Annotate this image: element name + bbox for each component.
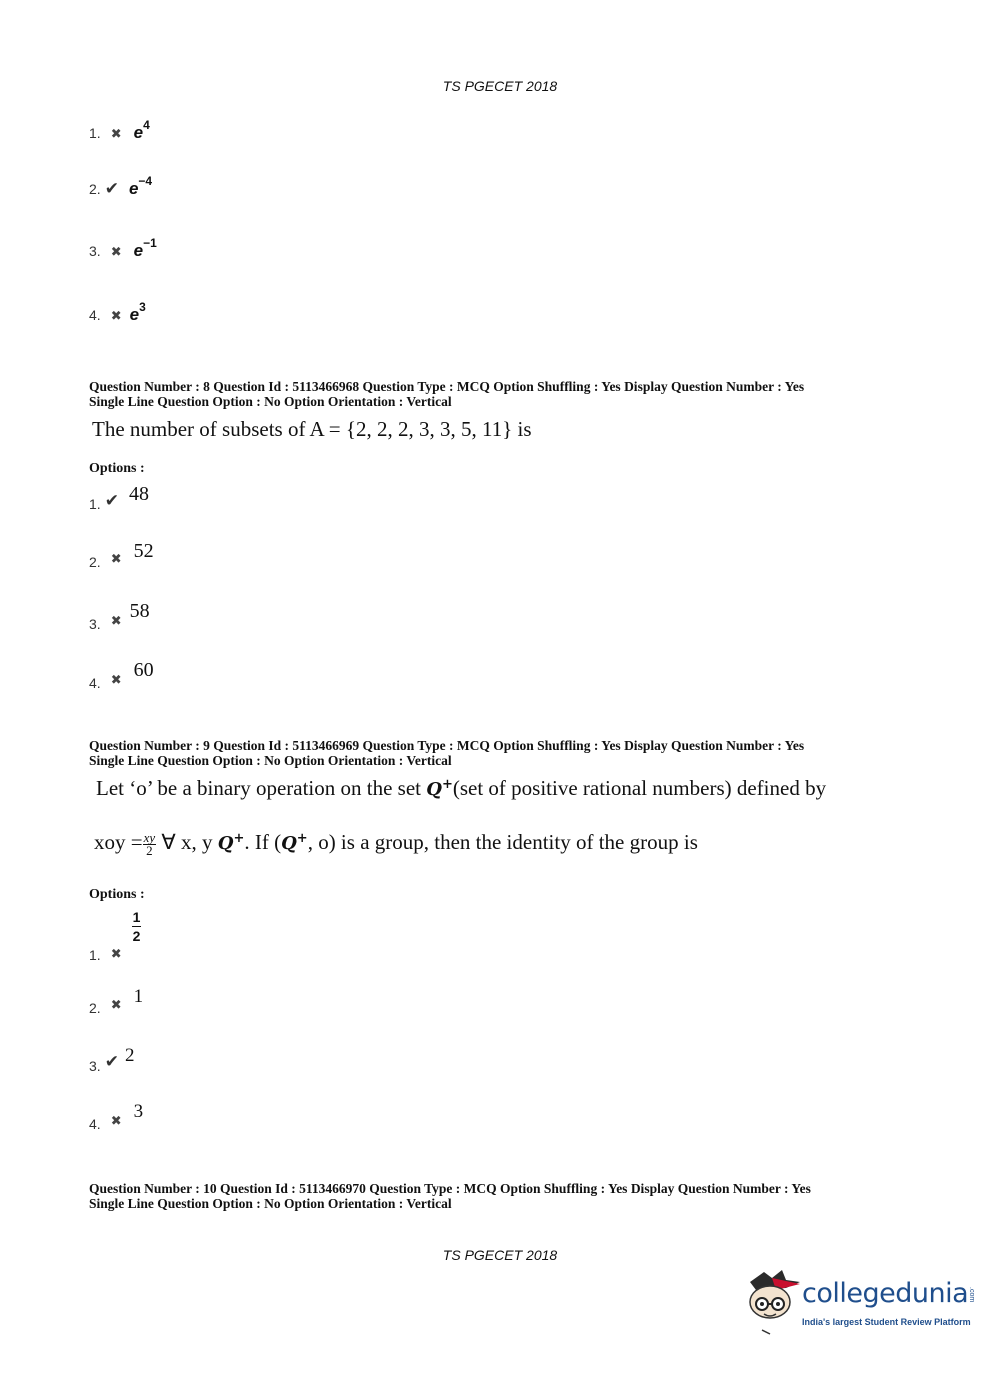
q10-meta [89,1181,811,1211]
q8-options-label: Options : [89,461,145,476]
q9-meta-line-1: Question Number : 9 Question Id : 5113466969 Question Type : MCQ Option Shuffling : Yes Display Question Number : Yes [89,738,805,753]
option-number: 3. [89,616,101,632]
page-footer: TS PGECET 2018 [442,1247,558,1263]
q9-option-1 [89,908,141,964]
cross-icon: ✖ [110,946,122,962]
q9-meta [89,738,804,768]
option-value: 58 [129,600,150,622]
cross-icon: ✖ [110,613,122,628]
logo-tagline: India's largest Student Review Platform [802,1317,971,1327]
q10-meta-line-1: Question Number : 10 Question Id : 5113466970 Question Type : MCQ Option Shuffling : Yes Display Question Number : Yes [89,1181,811,1196]
q9-options-label: Options : [89,887,145,902]
option-number: 2. [89,181,101,197]
option-value: $e^3$ [129,300,146,324]
option-value: 60 [133,659,154,681]
option-number: 4. [89,1116,101,1132]
q8-option-3 [89,600,150,632]
q8-meta-line-1: Question Number : 8 Question Id : 5113466968 Question Type : MCQ Option Shuffling : Yes Display Question Number : Yes [89,379,805,394]
q8-meta [89,379,804,409]
cross-icon: ✖ [110,997,122,1012]
cross-icon: ✖ [110,308,122,323]
q8-meta-line-2: Single Line Question Option : No Option Orientation : Vertical [89,394,452,409]
q9-question-line-2: xoy = $\frac{xy}{2}$ ∀ x, y Q+. If (Q+, o) is a group, then the identity of the group is [94,829,698,858]
option-value: $e^{-1}$ [133,236,157,260]
q9-option-3 [89,1045,135,1074]
option-value: 52 [133,540,154,562]
q9-question-line-1: Let ‘o’ be a binary operation on the set Q+(set of positive rational numbers) defined by [96,776,827,800]
collegedunia-logo [742,1268,976,1338]
q8-option-1 [89,483,149,512]
q7-option-3 [89,236,157,261]
q9-option-2 [89,986,144,1016]
cross-icon: ✖ [110,126,122,141]
q9-meta-line-2: Single Line Question Option : No Option Orientation : Vertical [89,753,452,768]
cross-icon: ✖ [110,244,122,259]
option-number: 1. [89,125,101,141]
q9-option-4 [89,1101,144,1132]
set-symbol: Q+ [426,777,453,800]
option-value: 48 [128,483,149,505]
option-value: $\frac{1}{2}$ [132,909,141,944]
option-value: $e^{-4}$ [128,174,153,198]
page-header: TS PGECET 2018 [442,78,558,94]
q8-question-text: The number of subsets of A = {2, 2, 2, 3, 3, 5, 11} is [92,417,532,441]
option-value: $e^4$ [133,118,150,142]
q8-option-2 [89,540,154,570]
option-value: 2 [124,1045,135,1066]
q7-option-2 [89,174,152,199]
option-number: 1. [89,496,101,512]
mascot-icon [742,1268,804,1338]
cross-icon: ✖ [110,1113,122,1128]
q7-option-1 [89,118,150,143]
option-value: 1 [133,986,144,1007]
check-icon: ✔ [104,1052,119,1071]
option-value: 3 [133,1101,144,1122]
check-icon: ✔ [104,179,119,198]
option-number: 3. [89,243,101,259]
check-icon: ✔ [104,491,119,510]
q8-option-4 [89,659,154,691]
cross-icon: ✖ [110,551,122,566]
option-number: 2. [89,554,101,570]
cross-icon: ✖ [110,672,122,687]
logo-wordmark: collegedunia.com [802,1278,976,1309]
q7-option-4 [89,300,146,325]
option-number: 2. [89,1000,101,1016]
option-number: 4. [89,307,101,323]
option-number: 4. [89,675,101,691]
fraction: $\frac{xy}{2}$ [143,829,156,858]
q10-meta-line-2: Single Line Question Option : No Option Orientation : Vertical [89,1196,452,1211]
option-number: 3. [89,1058,101,1074]
option-number: 1. [89,947,101,964]
